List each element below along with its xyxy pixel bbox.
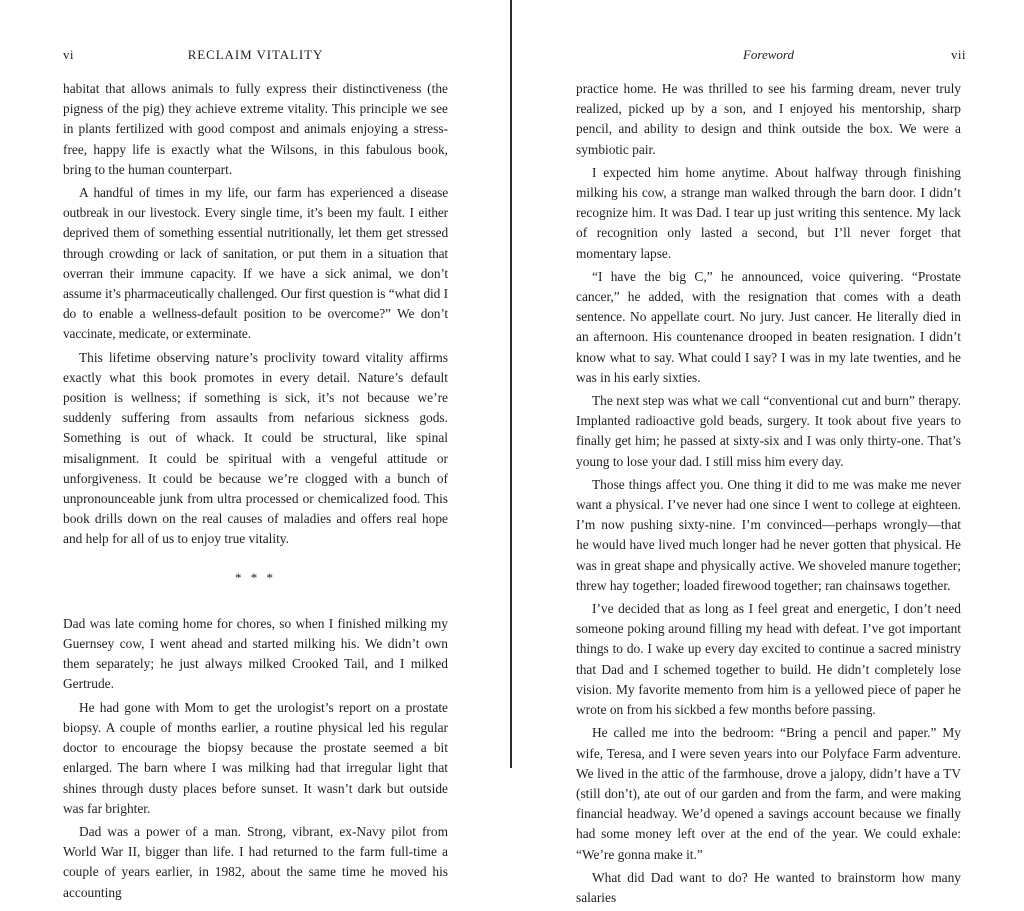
paragraph: Dad was a power of a man. Strong, vibrant, ex-Navy pilot from World War II, bigger than life. I had returned to the farm full-time a couple of years earlier, in 1982, about the same time he moved his accounting xyxy=(63,823,448,900)
left-page-body xyxy=(63,79,448,906)
paragraph: Dad was late coming home for chores, so when I finished milking my Guernsey cow, I went ahead and started milking his. We didn’t own them separately; he just always milked Crooked Tail, and I milked Gertrude. xyxy=(63,615,448,692)
right-page xyxy=(513,0,1024,905)
running-head-chapter-title: Foreword xyxy=(742,47,795,62)
paragraph: I expected him home anytime. About halfway through finishing milking his cow, a strange man walked through the barn door. I didn’t recognize him. It was Dad. I tear up just writing this sentence. My lack of recognition only lasted a second, but I’ll never forget that momentary lapse. xyxy=(576,164,961,261)
paragraph: The next step was what we call “conventional cut and burn” therapy. Implanted radioactive gold beads, surgery. It took about five years to finally get him; he passed at sixty-six and I was only thirty-one. That’s young to lose your dad. I still miss him every day. xyxy=(576,393,961,469)
paragraph: habitat that allows animals to fully express their distinctiveness (the pigness of the pig) they achieve extreme vitality. This principle we see in plants fertilized with good compost and animals enjoying a stress-free, happy life is exactly what the Wilsons, in this fabulous book, bring to the human counterpart. xyxy=(63,81,448,177)
page-gutter xyxy=(510,0,512,768)
paragraph: practice home. He was thrilled to see his farming dream, never truly realized, picked up by a son, and I enjoyed his mentorship, sharp pencil, and ability to design and think outside the box. We were a symbiotic pair. xyxy=(576,81,961,157)
right-page-body xyxy=(576,79,961,911)
paragraph: “I have the big C,” he announced, voice quivering. “Prostate cancer,” he added, with the resignation that comes with a death sentence. No appellate court. No jury. Just cancer. He literally died in an afternoon. His countenance drooped in beaten resignation. I didn’t know what to say. What could I say? I was in my late twenties, and he was in his early sixties. xyxy=(576,268,961,385)
paragraph: A handful of times in my life, our farm has experienced a disease outbreak in our livestock. Every single time, it’s been my fault. I either deprived them of something essential nutritionally, let them get stressed through crowding or lack of sanitation, or put them in a situation that overran their immune capacity. If we have a sick animal, we don’t assume it’s pharmaceutically challenged. Our first question is “what did I do to enable a wellness-default position to be overcome?” We don’t vaccinate, medicate, or exterminate. xyxy=(63,185,448,342)
page-number-right: vii xyxy=(951,47,966,62)
page-number-left: vi xyxy=(63,47,74,62)
paragraph: He called me into the bedroom: “Bring a pencil and paper.” My wife, Teresa, and I were seven years into our Polyface Farm adventure. We lived in the attic of the farmhouse, drove a jalopy, didn’t have a TV (still don’t), ate out of our garden and from the farm, and were making financial headway. We’d opened a savings account because we finally had some money left over at the end of the year. We could exhale: “We’re gonna make it.” xyxy=(576,725,961,862)
paragraph: He had gone with Mom to get the urologist’s report on a prostate biopsy. A couple of months earlier, a routine physical led his regular doctor to encourage the biopsy because the prostate seemed a bit enlarged. The barn where I was milking had that irregular light that shines through dusty places before sunset. It wasn’t dark but outside was far brighter. xyxy=(63,699,448,816)
paragraph: What did Dad want to do? He wanted to brainstorm how many salaries xyxy=(576,869,961,905)
paragraph: This lifetime observing nature’s proclivity toward vitality affirms exactly what this book promotes in every detail. Nature’s default position is wellness; if something is sick, it’s not because we’re suddenly suffering from assaults from nefarious sickness gods. Something is out of whack. It could be structural, like spinal misalignment. It could be spiritual with a vengeful attitude or unforgiveness. It could be because we’re clogged with a bunch of unpronounceable junk from ultra processed or chemicalized food. This book drills down on the real causes of maladies and offers real hope and help for all of us to enjoy true vitality. xyxy=(63,349,448,547)
paragraph: Those things affect you. One thing it did to me was make me never want a physical. I’ve never had one since I went to college at eighteen. I’m now pushing sixty-nine. I’m convinced—perhaps wrongly—that he would have lived much longer had he never gotten that physical. He was in great shape and physically active. We shoveled manure together; threw hay together; loaded firewood together; ran chainsaws together. xyxy=(576,476,961,593)
section-break: * * * xyxy=(235,569,276,585)
running-head-book-title: RECLAIM VITALITY xyxy=(187,47,324,62)
paragraph: I’ve decided that as long as I feel great and energetic, I don’t need someone poking around filling my head with defeat. I’ve got important things to do. I wake up every day excited to continue a sacred ministry that Dad and I schemed together to build. He didn’t completely lose vision. My favorite memento from him is a yellowed piece of paper he wrote on from his sickbed a few months before passing. xyxy=(576,601,961,718)
left-page xyxy=(0,0,511,900)
